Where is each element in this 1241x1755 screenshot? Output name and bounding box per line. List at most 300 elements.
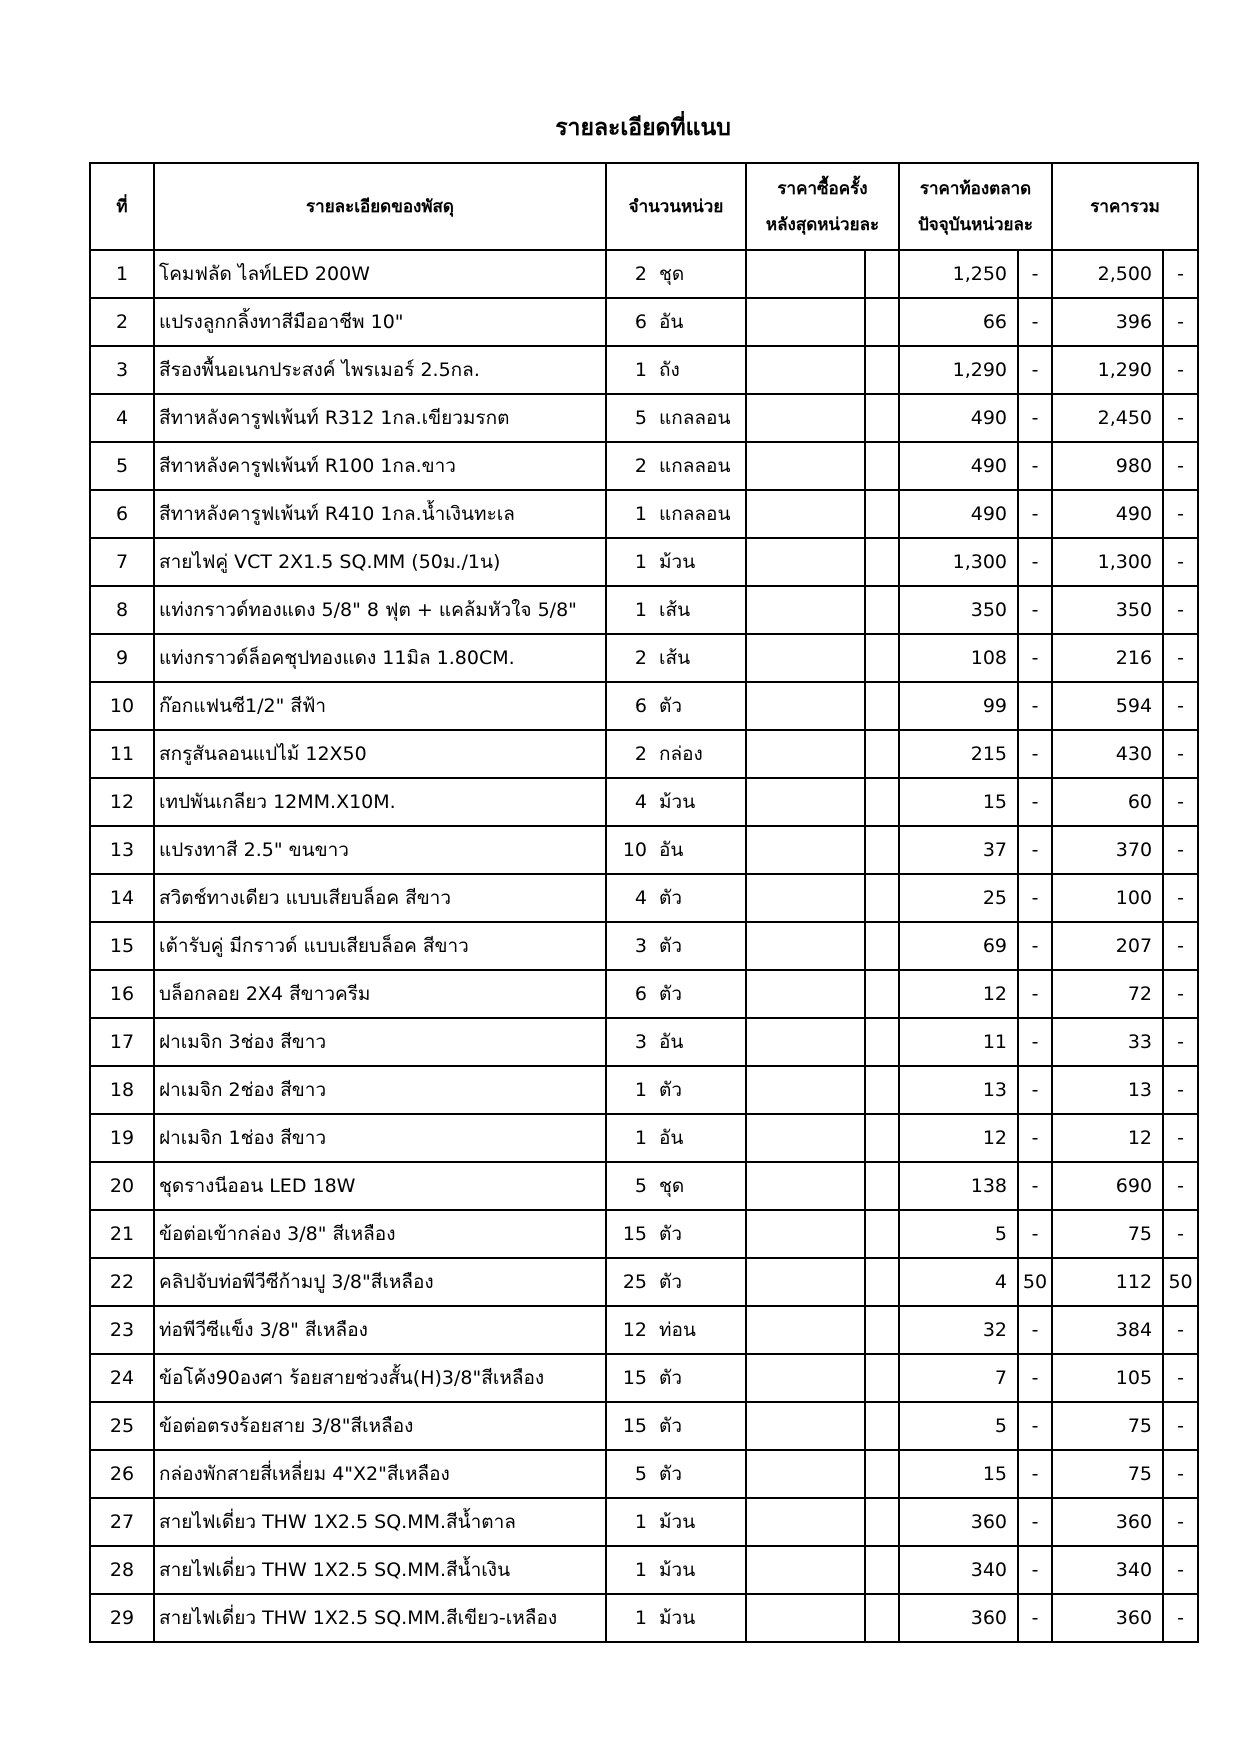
market-price-satang: - bbox=[1018, 1162, 1052, 1210]
row-number: 9 bbox=[90, 634, 154, 682]
row-number: 10 bbox=[90, 682, 154, 730]
row-number: 7 bbox=[90, 538, 154, 586]
total-price-satang: - bbox=[1163, 1498, 1198, 1546]
item-quantity bbox=[606, 1402, 746, 1450]
last-price-satang bbox=[865, 442, 899, 490]
row-number: 18 bbox=[90, 1066, 154, 1114]
market-price: 360 bbox=[899, 1498, 1018, 1546]
item-quantity bbox=[606, 442, 746, 490]
market-price-satang: - bbox=[1018, 970, 1052, 1018]
item-description: เทปพันเกลียว 12MM.X10M. bbox=[154, 778, 606, 826]
market-price-satang: - bbox=[1018, 538, 1052, 586]
quantity-unit: ม้วน bbox=[659, 1511, 696, 1533]
total-price: 490 bbox=[1052, 490, 1163, 538]
total-price-satang: - bbox=[1163, 634, 1198, 682]
total-price: 1,300 bbox=[1052, 538, 1163, 586]
last-price bbox=[746, 970, 865, 1018]
total-price: 75 bbox=[1052, 1402, 1163, 1450]
table-header-row bbox=[90, 163, 1198, 250]
item-description: โคมฟลัด ไลท์LED 200W bbox=[154, 250, 606, 298]
market-price-satang: - bbox=[1018, 874, 1052, 922]
last-price-satang bbox=[865, 490, 899, 538]
header-total: ราคารวม bbox=[1052, 163, 1198, 250]
last-price-satang bbox=[865, 730, 899, 778]
header-description: รายละเอียดของพัสดุ bbox=[154, 163, 606, 250]
table-row bbox=[90, 1114, 1198, 1162]
last-price-satang bbox=[865, 874, 899, 922]
quantity-number: 6 bbox=[634, 695, 647, 717]
market-price-satang: - bbox=[1018, 922, 1052, 970]
item-quantity bbox=[606, 490, 746, 538]
market-price: 1,300 bbox=[899, 538, 1018, 586]
item-quantity bbox=[606, 778, 746, 826]
market-price-satang: - bbox=[1018, 1306, 1052, 1354]
total-price: 430 bbox=[1052, 730, 1163, 778]
total-price-satang: - bbox=[1163, 1210, 1198, 1258]
last-price bbox=[746, 1594, 865, 1642]
item-description: สีทาหลังคารูฟเพ้นท์ R100 1กล.ขาว bbox=[154, 442, 606, 490]
last-price-satang bbox=[865, 1594, 899, 1642]
total-price: 360 bbox=[1052, 1594, 1163, 1642]
item-quantity bbox=[606, 1498, 746, 1546]
table-row bbox=[90, 586, 1198, 634]
last-price bbox=[746, 682, 865, 730]
last-price bbox=[746, 634, 865, 682]
item-quantity bbox=[606, 1258, 746, 1306]
market-price-satang: - bbox=[1018, 1066, 1052, 1114]
item-quantity bbox=[606, 730, 746, 778]
row-number: 14 bbox=[90, 874, 154, 922]
quantity-unit: อัน bbox=[659, 839, 684, 861]
table-row bbox=[90, 490, 1198, 538]
table-row bbox=[90, 1402, 1198, 1450]
row-number: 6 bbox=[90, 490, 154, 538]
item-description: แท่งกราวด์ล็อคชุปทองแดง 11มิล 1.80CM. bbox=[154, 634, 606, 682]
quantity-number: 25 bbox=[622, 1271, 647, 1293]
item-quantity bbox=[606, 1162, 746, 1210]
market-price-satang: - bbox=[1018, 1402, 1052, 1450]
quantity-number: 5 bbox=[634, 1175, 647, 1197]
table-row bbox=[90, 346, 1198, 394]
total-price: 2,500 bbox=[1052, 250, 1163, 298]
quantity-unit: เส้น bbox=[659, 647, 691, 669]
total-price: 594 bbox=[1052, 682, 1163, 730]
total-price-satang: - bbox=[1163, 874, 1198, 922]
quantity-unit: ชุด bbox=[659, 1175, 685, 1197]
last-price-satang bbox=[865, 586, 899, 634]
table-row bbox=[90, 970, 1198, 1018]
quantity-number: 1 bbox=[634, 1511, 647, 1533]
item-quantity bbox=[606, 394, 746, 442]
item-quantity bbox=[606, 1354, 746, 1402]
total-price: 2,450 bbox=[1052, 394, 1163, 442]
row-number: 20 bbox=[90, 1162, 154, 1210]
quantity-unit: แกลลอน bbox=[659, 407, 731, 429]
last-price-satang bbox=[865, 970, 899, 1018]
total-price-satang: - bbox=[1163, 1306, 1198, 1354]
item-quantity bbox=[606, 1066, 746, 1114]
total-price-satang: - bbox=[1163, 586, 1198, 634]
quantity-unit: กล่อง bbox=[659, 743, 703, 765]
row-number: 8 bbox=[90, 586, 154, 634]
item-quantity bbox=[606, 1450, 746, 1498]
market-price-satang: - bbox=[1018, 778, 1052, 826]
last-price bbox=[746, 1162, 865, 1210]
total-price: 112 bbox=[1052, 1258, 1163, 1306]
total-price: 105 bbox=[1052, 1354, 1163, 1402]
item-quantity bbox=[606, 922, 746, 970]
item-description: ฝาเมจิก 3ช่อง สีขาว bbox=[154, 1018, 606, 1066]
row-number: 2 bbox=[90, 298, 154, 346]
quantity-unit: อัน bbox=[659, 1127, 684, 1149]
last-price-satang bbox=[865, 1210, 899, 1258]
quantity-unit: เส้น bbox=[659, 599, 691, 621]
total-price: 12 bbox=[1052, 1114, 1163, 1162]
table-row bbox=[90, 682, 1198, 730]
item-description: สีทาหลังคารูฟเพ้นท์ R410 1กล.น้ำเงินทะเล bbox=[154, 490, 606, 538]
market-price: 490 bbox=[899, 394, 1018, 442]
last-price bbox=[746, 1402, 865, 1450]
total-price-satang: - bbox=[1163, 1018, 1198, 1066]
market-price: 5 bbox=[899, 1210, 1018, 1258]
quantity-number: 1 bbox=[634, 359, 647, 381]
market-price: 12 bbox=[899, 970, 1018, 1018]
item-description: แท่งกราวด์ทองแดง 5/8" 8 ฟุต + แคล้มหัวใจ 5/8" bbox=[154, 586, 606, 634]
market-price: 5 bbox=[899, 1402, 1018, 1450]
market-price: 7 bbox=[899, 1354, 1018, 1402]
table-row bbox=[90, 298, 1198, 346]
last-price bbox=[746, 394, 865, 442]
market-price-satang: - bbox=[1018, 490, 1052, 538]
market-price: 108 bbox=[899, 634, 1018, 682]
row-number: 13 bbox=[90, 826, 154, 874]
item-quantity bbox=[606, 634, 746, 682]
quantity-unit: ท่อน bbox=[659, 1319, 696, 1341]
item-description: เต้ารับคู่ มีกราวด์ แบบเสียบล็อค สีขาว bbox=[154, 922, 606, 970]
quantity-unit: แกลลอน bbox=[659, 455, 731, 477]
market-price-satang: - bbox=[1018, 1546, 1052, 1594]
last-price-satang bbox=[865, 634, 899, 682]
last-price bbox=[746, 538, 865, 586]
market-price: 138 bbox=[899, 1162, 1018, 1210]
quantity-number: 4 bbox=[634, 791, 647, 813]
item-quantity bbox=[606, 586, 746, 634]
item-description: ท่อพีวีซีแข็ง 3/8" สีเหลือง bbox=[154, 1306, 606, 1354]
row-number: 27 bbox=[90, 1498, 154, 1546]
quantity-number: 5 bbox=[634, 407, 647, 429]
last-price bbox=[746, 442, 865, 490]
total-price-satang: - bbox=[1163, 442, 1198, 490]
row-number: 24 bbox=[90, 1354, 154, 1402]
total-price-satang: - bbox=[1163, 1402, 1198, 1450]
item-description: คลิปจับท่อพีวีซีก้ามปู 3/8"สีเหลือง bbox=[154, 1258, 606, 1306]
item-quantity bbox=[606, 538, 746, 586]
total-price: 216 bbox=[1052, 634, 1163, 682]
market-price-satang: - bbox=[1018, 1594, 1052, 1642]
quantity-number: 1 bbox=[634, 599, 647, 621]
market-price-satang: - bbox=[1018, 1450, 1052, 1498]
last-price bbox=[746, 1450, 865, 1498]
market-price-satang: - bbox=[1018, 442, 1052, 490]
market-price-satang: - bbox=[1018, 634, 1052, 682]
quantity-unit: ตัว bbox=[659, 695, 683, 717]
quantity-number: 4 bbox=[634, 887, 647, 909]
market-price: 360 bbox=[899, 1594, 1018, 1642]
item-description: แปรงทาสี 2.5" ขนขาว bbox=[154, 826, 606, 874]
total-price-satang: - bbox=[1163, 346, 1198, 394]
market-price-satang: - bbox=[1018, 1354, 1052, 1402]
row-number: 5 bbox=[90, 442, 154, 490]
row-number: 22 bbox=[90, 1258, 154, 1306]
quantity-unit: อัน bbox=[659, 1031, 684, 1053]
header-no: ที่ bbox=[90, 163, 154, 250]
market-price: 11 bbox=[899, 1018, 1018, 1066]
quantity-number: 12 bbox=[622, 1319, 647, 1341]
item-quantity bbox=[606, 298, 746, 346]
quantity-number: 6 bbox=[634, 983, 647, 1005]
last-price-satang bbox=[865, 1354, 899, 1402]
item-description: ข้อต่อเข้ากล่อง 3/8" สีเหลือง bbox=[154, 1210, 606, 1258]
table-row bbox=[90, 1450, 1198, 1498]
item-quantity bbox=[606, 682, 746, 730]
quantity-unit: อัน bbox=[659, 311, 684, 333]
market-price: 15 bbox=[899, 1450, 1018, 1498]
item-description: สายไฟเดี่ยว THW 1X2.5 SQ.MM.สีเขียว-เหลือง bbox=[154, 1594, 606, 1642]
item-quantity bbox=[606, 346, 746, 394]
header-market-price-line1: ราคาท้องตลาด bbox=[919, 178, 1032, 199]
quantity-number: 1 bbox=[634, 1127, 647, 1149]
table-row bbox=[90, 538, 1198, 586]
quantity-unit: ตัว bbox=[659, 1367, 683, 1389]
total-price-satang: - bbox=[1163, 394, 1198, 442]
item-quantity bbox=[606, 970, 746, 1018]
market-price-satang: - bbox=[1018, 1210, 1052, 1258]
total-price-satang: - bbox=[1163, 922, 1198, 970]
table-body bbox=[90, 250, 1198, 1642]
total-price: 60 bbox=[1052, 778, 1163, 826]
total-price-satang: - bbox=[1163, 250, 1198, 298]
total-price: 350 bbox=[1052, 586, 1163, 634]
last-price-satang bbox=[865, 1450, 899, 1498]
item-description: สีรองพื้นอเนกประสงค์ ไพรเมอร์ 2.5กล. bbox=[154, 346, 606, 394]
market-price-satang: 50 bbox=[1018, 1258, 1052, 1306]
market-price: 15 bbox=[899, 778, 1018, 826]
market-price: 12 bbox=[899, 1114, 1018, 1162]
item-description: สายไฟคู่ VCT 2X1.5 SQ.MM (50ม./1น) bbox=[154, 538, 606, 586]
table-row bbox=[90, 922, 1198, 970]
total-price: 75 bbox=[1052, 1210, 1163, 1258]
quantity-unit: ตัว bbox=[659, 1415, 683, 1437]
last-price bbox=[746, 586, 865, 634]
quantity-number: 1 bbox=[634, 1079, 647, 1101]
total-price: 340 bbox=[1052, 1546, 1163, 1594]
item-quantity bbox=[606, 874, 746, 922]
item-description: บล็อกลอย 2X4 สีขาวครีม bbox=[154, 970, 606, 1018]
last-price-satang bbox=[865, 538, 899, 586]
header-market-price-line2: ปัจจุบันหน่วยละ bbox=[918, 214, 1034, 235]
last-price-satang bbox=[865, 682, 899, 730]
last-price bbox=[746, 1066, 865, 1114]
total-price: 207 bbox=[1052, 922, 1163, 970]
market-price-satang: - bbox=[1018, 298, 1052, 346]
table-row bbox=[90, 1594, 1198, 1642]
table-row bbox=[90, 1018, 1198, 1066]
item-quantity bbox=[606, 1210, 746, 1258]
last-price bbox=[746, 1258, 865, 1306]
quantity-unit: ตัว bbox=[659, 935, 683, 957]
quantity-unit: ตัว bbox=[659, 1463, 683, 1485]
total-price: 980 bbox=[1052, 442, 1163, 490]
last-price bbox=[746, 730, 865, 778]
market-price-satang: - bbox=[1018, 1018, 1052, 1066]
total-price-satang: - bbox=[1163, 1354, 1198, 1402]
market-price: 490 bbox=[899, 490, 1018, 538]
quantity-unit: ตัว bbox=[659, 1223, 683, 1245]
page-title: รายละเอียดที่แนบ bbox=[555, 115, 731, 141]
table-row bbox=[90, 442, 1198, 490]
last-price bbox=[746, 490, 865, 538]
market-price-satang: - bbox=[1018, 586, 1052, 634]
total-price-satang: - bbox=[1163, 298, 1198, 346]
quantity-unit: ชุด bbox=[659, 263, 685, 285]
item-description: สายไฟเดี่ยว THW 1X2.5 SQ.MM.สีน้ำเงิน bbox=[154, 1546, 606, 1594]
last-price bbox=[746, 826, 865, 874]
row-number: 16 bbox=[90, 970, 154, 1018]
total-price: 72 bbox=[1052, 970, 1163, 1018]
last-price-satang bbox=[865, 1018, 899, 1066]
last-price bbox=[746, 250, 865, 298]
market-price: 69 bbox=[899, 922, 1018, 970]
quantity-unit: ม้วน bbox=[659, 551, 696, 573]
quantity-number: 5 bbox=[634, 1463, 647, 1485]
table-row bbox=[90, 1066, 1198, 1114]
item-quantity bbox=[606, 1546, 746, 1594]
quantity-unit: ถัง bbox=[659, 359, 680, 381]
table-row bbox=[90, 1162, 1198, 1210]
total-price-satang: - bbox=[1163, 970, 1198, 1018]
table-row bbox=[90, 874, 1198, 922]
last-price-satang bbox=[865, 1306, 899, 1354]
quantity-unit: ตัว bbox=[659, 1271, 683, 1293]
table-row bbox=[90, 826, 1198, 874]
last-price-satang bbox=[865, 1114, 899, 1162]
header-last-price-line1: ราคาซื้อครั้ง bbox=[777, 178, 868, 199]
row-number: 3 bbox=[90, 346, 154, 394]
total-price-satang: 50 bbox=[1163, 1258, 1198, 1306]
quantity-number: 3 bbox=[634, 1031, 647, 1053]
quantity-number: 15 bbox=[622, 1223, 647, 1245]
row-number: 4 bbox=[90, 394, 154, 442]
market-price: 215 bbox=[899, 730, 1018, 778]
total-price-satang: - bbox=[1163, 682, 1198, 730]
item-quantity bbox=[606, 1306, 746, 1354]
table-row bbox=[90, 1354, 1198, 1402]
item-description: กล่องพักสายสี่เหลี่ยม 4"X2"สีเหลือง bbox=[154, 1450, 606, 1498]
market-price-satang: - bbox=[1018, 682, 1052, 730]
row-number: 12 bbox=[90, 778, 154, 826]
quantity-number: 1 bbox=[634, 503, 647, 525]
total-price: 1,290 bbox=[1052, 346, 1163, 394]
market-price-satang: - bbox=[1018, 730, 1052, 778]
item-description: แปรงลูกกลิ้งทาสีมืออาชีพ 10" bbox=[154, 298, 606, 346]
last-price-satang bbox=[865, 1066, 899, 1114]
item-description: สายไฟเดี่ยว THW 1X2.5 SQ.MM.สีน้ำตาล bbox=[154, 1498, 606, 1546]
row-number: 1 bbox=[90, 250, 154, 298]
market-price-satang: - bbox=[1018, 1114, 1052, 1162]
last-price bbox=[746, 874, 865, 922]
last-price-satang bbox=[865, 1258, 899, 1306]
quantity-number: 1 bbox=[634, 1559, 647, 1581]
item-description: สกรูสันลอนแปไม้ 12X50 bbox=[154, 730, 606, 778]
market-price-satang: - bbox=[1018, 346, 1052, 394]
quantity-number: 2 bbox=[634, 263, 647, 285]
market-price: 1,290 bbox=[899, 346, 1018, 394]
total-price: 384 bbox=[1052, 1306, 1163, 1354]
table-row bbox=[90, 1546, 1198, 1594]
total-price-satang: - bbox=[1163, 1114, 1198, 1162]
item-description: สวิตช์ทางเดียว แบบเสียบล็อค สีขาว bbox=[154, 874, 606, 922]
quantity-unit: ตัว bbox=[659, 983, 683, 1005]
total-price-satang: - bbox=[1163, 1162, 1198, 1210]
row-number: 25 bbox=[90, 1402, 154, 1450]
total-price: 370 bbox=[1052, 826, 1163, 874]
row-number: 23 bbox=[90, 1306, 154, 1354]
quantity-number: 1 bbox=[634, 1607, 647, 1629]
last-price-satang bbox=[865, 346, 899, 394]
total-price-satang: - bbox=[1163, 1546, 1198, 1594]
quantity-number: 2 bbox=[634, 647, 647, 669]
market-price: 66 bbox=[899, 298, 1018, 346]
market-price: 490 bbox=[899, 442, 1018, 490]
quantity-number: 10 bbox=[622, 839, 647, 861]
quantity-unit: ม้วน bbox=[659, 1559, 696, 1581]
item-quantity bbox=[606, 1114, 746, 1162]
row-number: 17 bbox=[90, 1018, 154, 1066]
total-price-satang: - bbox=[1163, 778, 1198, 826]
row-number: 19 bbox=[90, 1114, 154, 1162]
last-price bbox=[746, 1210, 865, 1258]
market-price: 4 bbox=[899, 1258, 1018, 1306]
item-description: ฝาเมจิก 1ช่อง สีขาว bbox=[154, 1114, 606, 1162]
row-number: 28 bbox=[90, 1546, 154, 1594]
last-price bbox=[746, 1498, 865, 1546]
market-price: 99 bbox=[899, 682, 1018, 730]
last-price bbox=[746, 1546, 865, 1594]
total-price: 360 bbox=[1052, 1498, 1163, 1546]
table-row bbox=[90, 1306, 1198, 1354]
table-row bbox=[90, 778, 1198, 826]
last-price bbox=[746, 1018, 865, 1066]
header-last-price-line2: หลังสุดหน่วยละ bbox=[765, 214, 880, 235]
total-price: 33 bbox=[1052, 1018, 1163, 1066]
last-price-satang bbox=[865, 922, 899, 970]
market-price-satang: - bbox=[1018, 826, 1052, 874]
table-row bbox=[90, 250, 1198, 298]
item-description: ข้อโค้ง90องศา ร้อยสายช่วงสั้น(H)3/8"สีเหลือง bbox=[154, 1354, 606, 1402]
table-row bbox=[90, 1210, 1198, 1258]
quantity-number: 1 bbox=[634, 551, 647, 573]
last-price-satang bbox=[865, 394, 899, 442]
table-row bbox=[90, 634, 1198, 682]
quantity-number: 3 bbox=[634, 935, 647, 957]
last-price-satang bbox=[865, 826, 899, 874]
quantity-number: 2 bbox=[634, 455, 647, 477]
total-price: 690 bbox=[1052, 1162, 1163, 1210]
last-price-satang bbox=[865, 1546, 899, 1594]
item-quantity bbox=[606, 1018, 746, 1066]
row-number: 11 bbox=[90, 730, 154, 778]
row-number: 26 bbox=[90, 1450, 154, 1498]
